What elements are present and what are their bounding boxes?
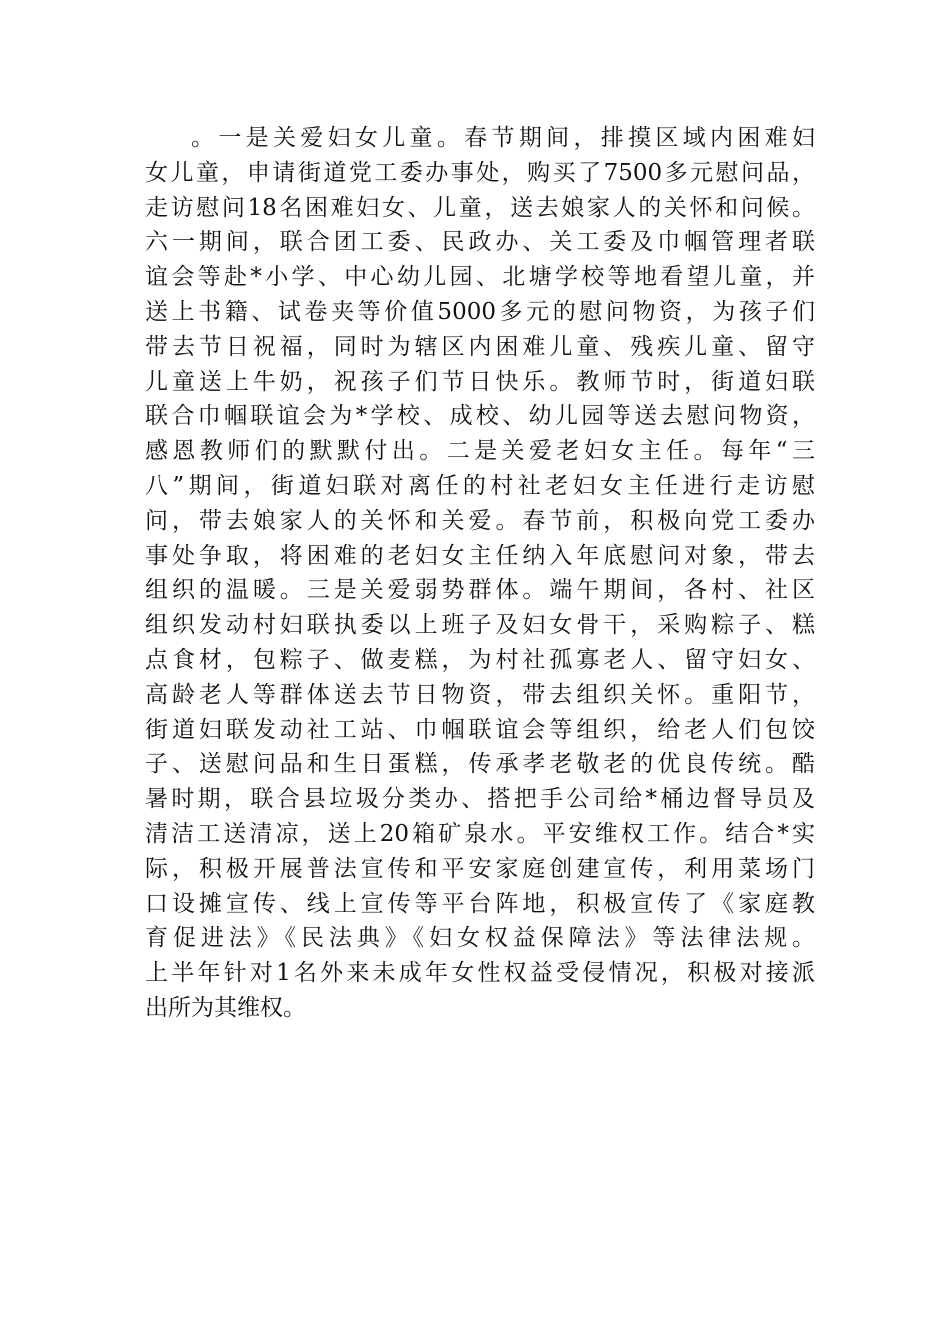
- paragraph-line: 走访慰问18名困难妇女、儿童，送去娘家人的关怀和问候。: [145, 194, 815, 221]
- paragraph-line: 儿童送上牛奶，祝孩子们节日快乐。教师节时，街道妇联: [145, 368, 815, 395]
- paragraph-line: 女儿童，申请街道党工委办事处，购买了7500多元慰问品，: [145, 159, 815, 186]
- paragraph-line: 育促进法》《民法典》《妇女权益保障法》等法律法规。: [145, 925, 815, 952]
- paragraph-line: 问，带去娘家人的关怀和关爱。春节前，积极向党工委办: [145, 507, 815, 534]
- paragraph-line: 事处争取，将困难的老妇女主任纳入年底慰问对象，带去: [145, 542, 815, 569]
- paragraph-line: 。一是关爱妇女儿童。春节期间，排摸区域内困难妇: [191, 125, 815, 151]
- paragraph-line: 清洁工送清凉，送上20箱矿泉水。平安维权工作。结合*实: [145, 820, 815, 847]
- paragraph-line: 谊会等赴*小学、中心幼儿园、北塘学校等地看望儿童，并: [145, 264, 815, 291]
- paragraph-line: 上半年针对1名外来未成年女性权益受侵情况，积极对接派: [145, 960, 815, 987]
- paragraph-line: 六一期间，联合团工委、民政办、关工委及巾帼管理者联: [145, 229, 815, 256]
- paragraph-line: 高龄老人等群体送去节日物资，带去组织关怀。重阳节，: [145, 681, 815, 708]
- paragraph-line: 联合巾帼联谊会为*学校、成校、幼儿园等送去慰问物资，: [145, 403, 815, 430]
- body-paragraph: [145, 121, 815, 1026]
- paragraph-line: 出所为其维权。: [145, 994, 306, 1021]
- paragraph-line: 口设摊宣传、线上宣传等平台阵地，积极宣传了《家庭教: [145, 890, 815, 917]
- paragraph-line: 感恩教师们的默默付出。二是关爱老妇女主任。每年“三: [145, 438, 815, 465]
- paragraph-line: 带去节日祝福，同时为辖区内困难儿童、残疾儿童、留守: [145, 333, 815, 360]
- paragraph-line: 组织的温暖。三是关爱弱势群体。端午期间，各村、社区: [145, 577, 815, 604]
- paragraph-line: 点食材，包粽子、做麦糕，为村社孤寡老人、留守妇女、: [145, 646, 815, 673]
- paragraph-line: 送上书籍、试卷夹等价值5000多元的慰问物资，为孩子们: [145, 298, 815, 325]
- paragraph-line: 八”期间，街道妇联对离任的村社老妇女主任进行走访慰: [145, 472, 815, 499]
- paragraph-line: 际，积极开展普法宣传和平安家庭创建宣传，利用菜场门: [145, 855, 815, 882]
- paragraph-line: 子、送慰问品和生日蛋糕，传承孝老敬老的优良传统。酷: [145, 751, 815, 778]
- paragraph-line: 暑时期，联合县垃圾分类办、搭把手公司给*桶边督导员及: [145, 786, 815, 813]
- paragraph-line: 街道妇联发动社工站、巾帼联谊会等组织，给老人们包饺: [145, 716, 815, 743]
- paragraph-line: 组织发动村妇联执委以上班子及妇女骨干，采购粽子、糕: [145, 612, 815, 639]
